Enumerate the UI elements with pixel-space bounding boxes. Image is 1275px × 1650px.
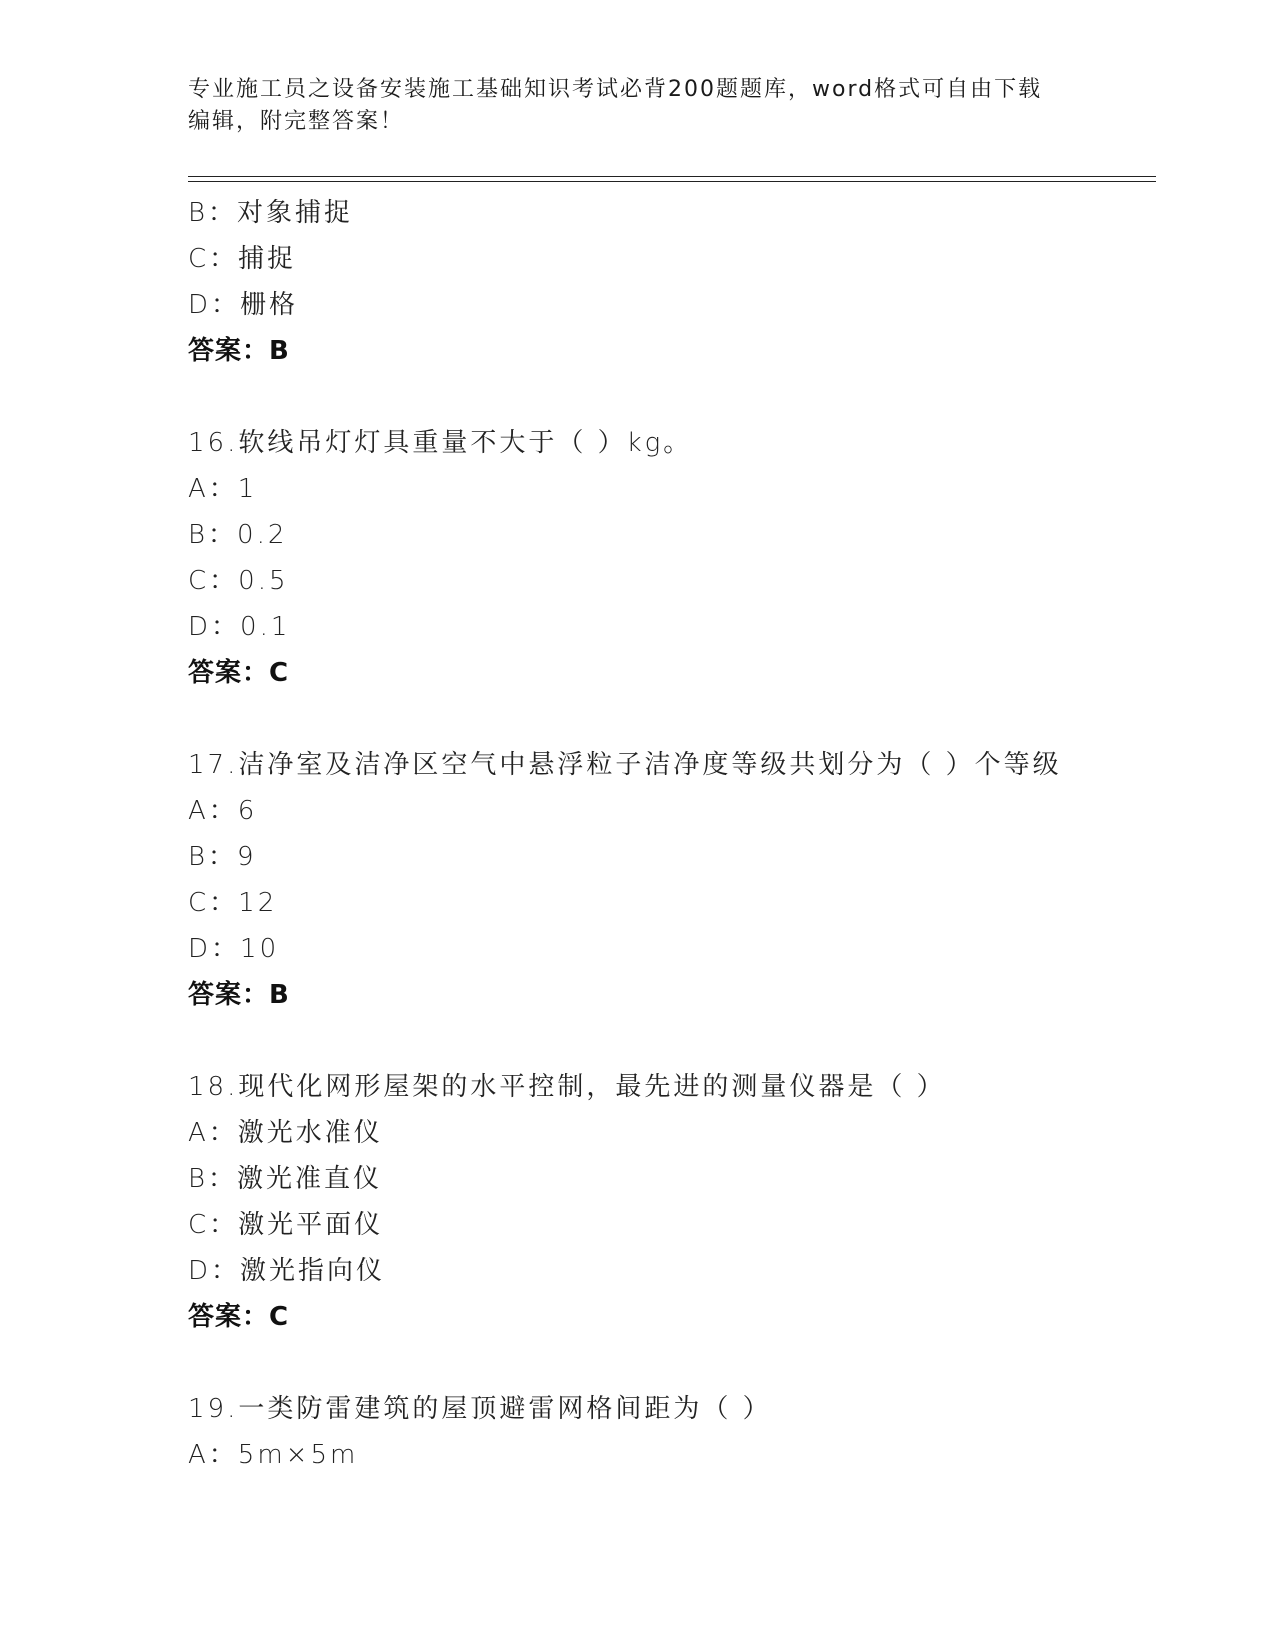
option-text: A：6 (188, 796, 258, 826)
question-text: 16.软线吊灯灯具重量不大于（ ）kg。 (188, 428, 693, 458)
option-text: C：捕捉 (188, 244, 297, 274)
question-list (188, 190, 1156, 1478)
answer-text: 答案：C (188, 1302, 290, 1332)
option-text: A：1 (188, 474, 258, 504)
option-text: B：激光准直仪 (188, 1164, 383, 1194)
option-text: A：激光水准仪 (188, 1118, 383, 1148)
spacer (188, 374, 1156, 420)
answer-text: 答案：B (188, 336, 290, 366)
option-text: D：10 (188, 934, 280, 964)
spacer (188, 1018, 1156, 1064)
option-text: C：12 (188, 888, 278, 918)
spacer (188, 1340, 1156, 1386)
question-text: 18.现代化网形屋架的水平控制，最先进的测量仪器是（ ） (188, 1072, 946, 1102)
answer-text: 答案：C (188, 658, 290, 688)
answer-text: 答案：B (188, 980, 290, 1010)
option-text: C：0.5 (188, 566, 289, 596)
header-divider-bottom (188, 181, 1156, 182)
header-line-1: 专业施工员之设备安装施工基础知识考试必背200题题库，word格式可自由下载 (188, 77, 1043, 102)
option-text: B：0.2 (188, 520, 288, 550)
option-text: B：对象捕捉 (188, 198, 354, 228)
question-text: 17.洁净室及洁净区空气中悬浮粒子洁净度等级共划分为（ ）个等级 (188, 750, 1062, 780)
header-line-2: 编辑，附完整答案！ (188, 109, 405, 134)
spacer (188, 696, 1156, 742)
option-text: B：9 (188, 842, 257, 872)
option-text: A：5m×5m (188, 1440, 359, 1470)
document-header (188, 74, 1088, 138)
question-text: 19.一类防雷建筑的屋顶避雷网格间距为（ ） (188, 1394, 772, 1424)
option-text: D：0.1 (188, 612, 291, 642)
header-divider-top (188, 176, 1156, 177)
option-text: D：栅格 (188, 290, 299, 320)
option-text: C：激光平面仪 (188, 1210, 384, 1240)
option-text: D：激光指向仪 (188, 1256, 386, 1286)
